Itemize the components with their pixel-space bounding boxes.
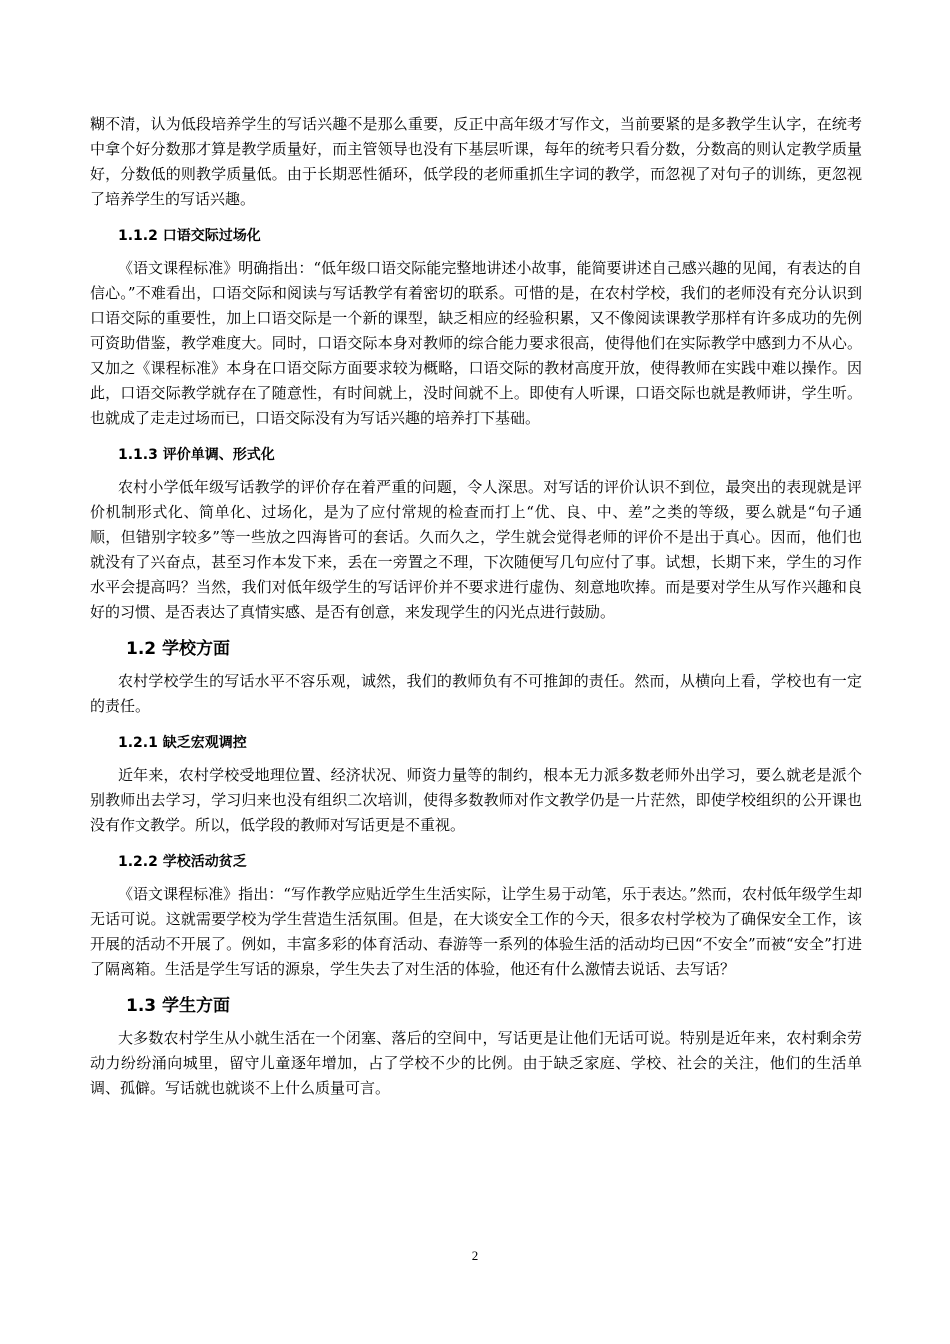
heading-1-2-1: 1.2.1 缺乏宏观调控 — [118, 735, 247, 751]
heading-1-2: 1.2 学校方面 — [126, 639, 231, 659]
paragraph-school-activities: 《语文课程标准》指出：“写作教学应贴近学生生活实际，让学生易于动笔，乐于表达。”然而，农村低年级学生却无话可说。这就需要学校为学生营造生活氛围。但是，在大谈安全工作的今天，很多农村学校为了确保安全工作，该开展的活动不开展了。例如，丰富多彩的体育活动、春游等一系列的体验生活的活动均已因“不安全”而被“安全”打进了隔离箱。生活是学生写话的源泉，学生失去了对生活的体验，他还有什么激情去说话、去写话？ — [90, 885, 862, 978]
paragraph-students: 大多数农村学生从小就生活在一个闭塞、落后的空间中，写话更是让他们无话可说。特别是近年来，农村剩余劳动力纷纷涌向城里，留守儿童逐年增加，占了学校不少的比例。由于缺乏家庭、学校、社会的关注，他们的生活单调、孤僻。写话就也就谈不上什么质量可言。 — [90, 1029, 862, 1097]
paragraph-oral-communication: 《语文课程标准》明确指出：“低年级口语交际能完整地讲述小故事，能简要讲述自己感兴趣的见闻，有表达的自信心。”不难看出，口语交际和阅读与写话教学有着密切的联系。可惜的是，在农村学校，我们的老师没有充分认识到口语交际的重要性，加上口语交际是一个新的课型，缺乏相应的经验积累，又不像阅读课教学那样有许多成功的先例可资助借鉴，教学难度大。同时，口语交际本身对教师的综合能力要求很高，使得他们在实际教学中感到力不从心。又加之《课程标准》本身在口语交际方面要求较为概略，口语交际的教材高度开放，使得教师在实践中难以操作。因此，口语交际教学就存在了随意性，有时间就上，没时间就不上。即使有人听课，口语交际也就是教师讲，学生听。也就成了走走过场而已，口语交际没有为写话兴趣的培养打下基础。 — [90, 259, 862, 427]
heading-1-2-2: 1.2.2 学校活动贫乏 — [118, 854, 247, 870]
paragraph-macro-control: 近年来，农村学校受地理位置、经济状况、师资力量等的制约，根本无力派多数老师外出学习，要么就老是派个别教师出去学习，学习归来也没有组织二次培训，使得多数教师对作文教学仍是一片茫然，即使学校组织的公开课也没有作文教学。所以，低学段的教师对写话更是不重视。 — [90, 766, 862, 834]
heading-1-3: 1.3 学生方面 — [126, 996, 231, 1016]
paragraph-school-intro: 农村学校学生的写话水平不容乐观，诚然，我们的教师负有不可推卸的责任。然而，从横向上看，学校也有一定的责任。 — [90, 672, 862, 715]
document-body — [90, 112, 862, 1101]
paragraph-evaluation: 农村小学低年级写话教学的评价存在着严重的问题，令人深思。对写话的评价认识不到位，最突出的表现就是评价机制形式化、简单化、过场化，是为了应付常规的检查而打上“优、良、中、差”之类的等级，要么就是“句子通顺，但错别字较多”等一些放之四海皆可的套话。久而久之，学生就会觉得老师的评价不是出于真心。因而，他们也就没有了兴奋点，甚至习作本发下来，丢在一旁置之不理，下次随便写几句应付了事。试想，长期下来，学生的习作水平会提高吗？当然，我们对低年级学生的写话评价并不要求进行虚伪、刻意地吹捧。而是要对学生从写作兴趣和良好的习惯、是否表达了真情实感、是否有创意，来发现学生的闪光点进行鼓励。 — [90, 478, 862, 621]
heading-1-1-2: 1.1.2 口语交际过场化 — [118, 228, 261, 244]
page-number: 2 — [471, 1248, 479, 1263]
paragraph-intro: 糊不清，认为低段培养学生的写话兴趣不是那么重要，反正中高年级才写作文，当前要紧的是多教学生认字，在统考中拿个好分数那才算是教学质量好，而主管领导也没有下基层听课，每年的统考只看分数，分数高的则认定教学质量好，分数低的则教学质量低。由于长期恶性循环，低学段的老师重抓生字词的教学，而忽视了对句子的训练，更忽视了培养学生的写话兴趣。 — [90, 115, 862, 208]
heading-1-1-3: 1.1.3 评价单调、形式化 — [118, 447, 275, 463]
